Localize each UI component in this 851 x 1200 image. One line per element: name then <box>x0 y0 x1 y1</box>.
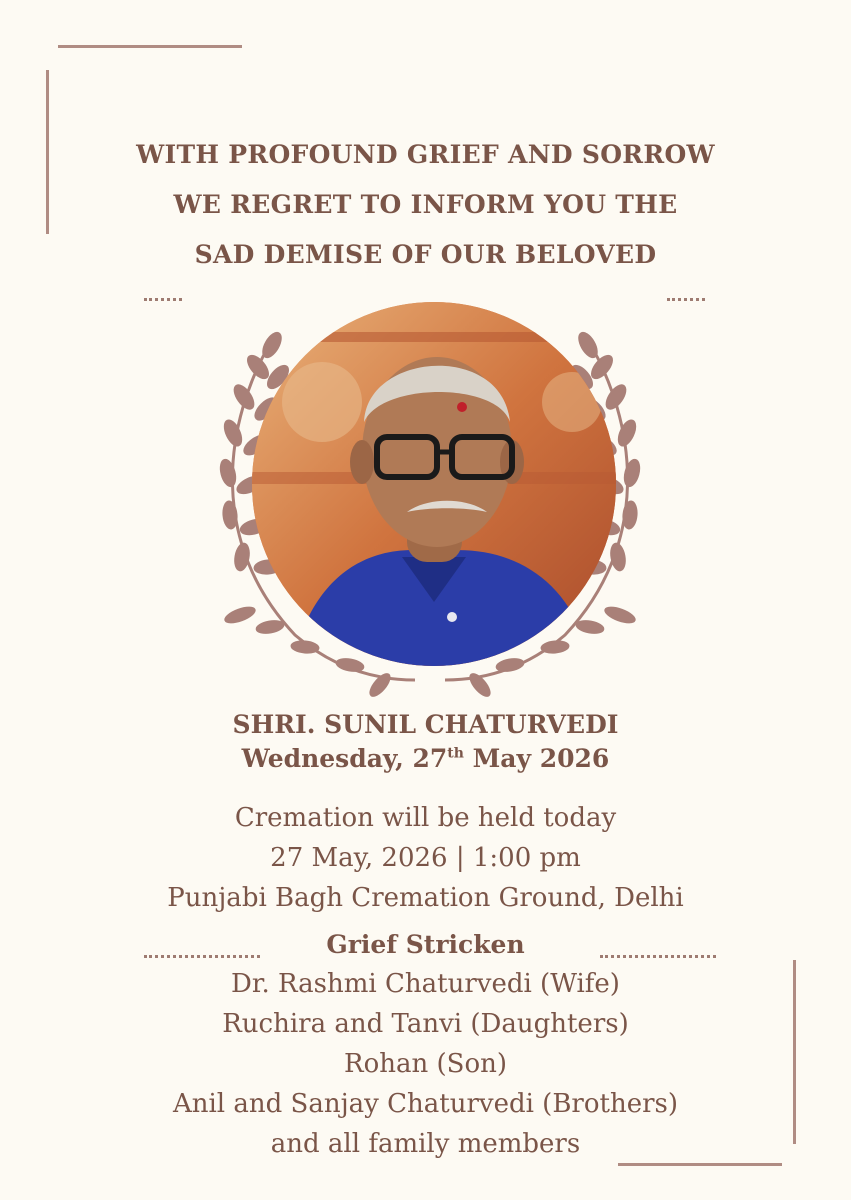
heading-line-3: SAD DEMISE OF OUR BELOVED <box>194 240 657 269</box>
cremation-line-1: Cremation will be held today <box>234 803 617 833</box>
heading-line-1: WITH PROFOUND GRIEF AND SORROW <box>136 140 715 169</box>
grief-stricken-title: Grief Stricken <box>326 930 525 959</box>
family-member: Anil and Sanjay Chaturvedi (Brothers) <box>172 1089 679 1119</box>
announcement-heading <box>0 130 851 280</box>
family-members-list <box>0 964 851 1164</box>
family-member: and all family members <box>270 1129 581 1159</box>
dotted-divider <box>144 298 182 301</box>
date-weekday-day: Wednesday, 27 <box>241 744 448 773</box>
cremation-details <box>0 798 851 918</box>
family-member: Ruchira and Tanvi (Daughters) <box>222 1009 629 1039</box>
decorative-line-top-horizontal <box>58 45 242 48</box>
date-ordinal-suffix: th <box>447 745 464 762</box>
portrait-photo <box>252 302 616 666</box>
deceased-name: SHRI. SUNIL CHATURVEDI <box>232 710 619 739</box>
date-of-demise <box>0 744 851 773</box>
cremation-line-3: Punjabi Bagh Cremation Ground, Delhi <box>167 883 684 913</box>
date-month-year: May 2026 <box>463 744 610 773</box>
cremation-line-2: 27 May, 2026 | 1:00 pm <box>270 843 581 873</box>
heading-line-2: WE REGRET TO INFORM YOU THE <box>173 190 678 219</box>
family-member: Rohan (Son) <box>344 1049 507 1079</box>
dotted-divider <box>667 298 705 301</box>
family-member: Dr. Rashmi Chaturvedi (Wife) <box>231 969 620 999</box>
